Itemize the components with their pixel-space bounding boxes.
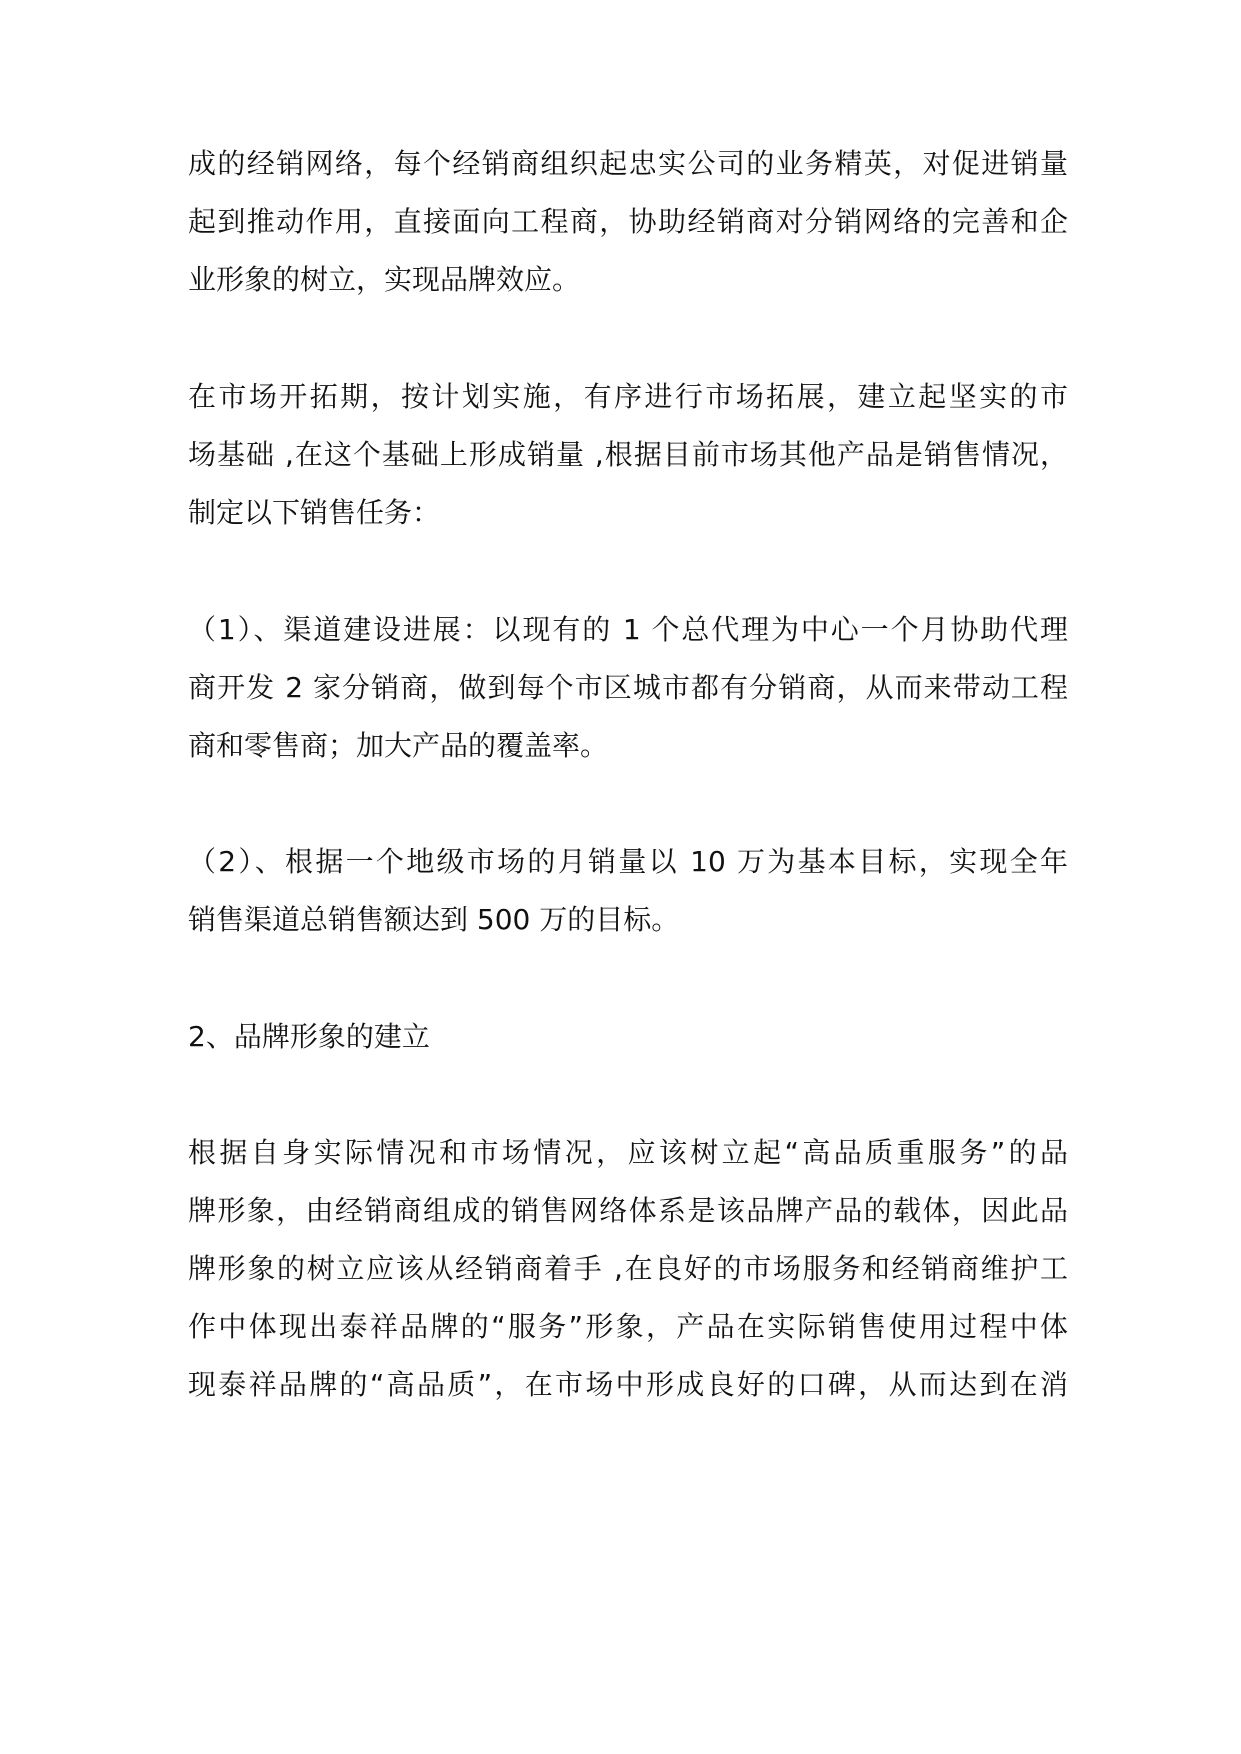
paragraph-6-line-2: 牌形象，由经销商组成的销售网络体系是该品牌产品的载体，因此品	[188, 1194, 1068, 1227]
paragraph-2-line-3: 制定以下销售任务：	[188, 496, 441, 529]
paragraph-3-line-1: （1）、渠道建设进展：以现有的 1 个总代理为中心一个月协助代理	[188, 613, 1068, 646]
paragraph-3-line-2: 商开发 2 家分销商，做到每个市区城市都有分销商，从而来带动工程	[188, 671, 1068, 704]
paragraph-4-line-2: 销售渠道总销售额达到 500 万的目标。	[188, 903, 680, 936]
paragraph-1-line-1: 成的经销网络，每个经销商组织起忠实公司的业务精英，对促进销量	[188, 147, 1068, 180]
paragraph-6-line-3: 牌形象的树立应该从经销商着手 ,在良好的市场服务和经销商维护工	[188, 1252, 1068, 1285]
paragraph-6-line-1: 根据自身实际情况和市场情况，应该树立起“高品质重服务”的品	[188, 1136, 1068, 1169]
paragraph-2-line-2: 场基础 ,在这个基础上形成销量 ,根据目前市场其他产品是销售情况，	[188, 438, 1068, 471]
section-heading: 2、品牌形象的建立	[188, 1020, 430, 1053]
paragraph-6-line-5: 现泰祥品牌的“高品质”，在市场中形成良好的口碑，从而达到在消	[188, 1368, 1068, 1401]
paragraph-1-line-3: 业形象的树立，实现品牌效应。	[188, 263, 581, 296]
paragraph-1-line-2: 起到推动作用，直接面向工程商，协助经销商对分销网络的完善和企	[188, 205, 1068, 238]
paragraph-6-line-4: 作中体现出泰祥品牌的“服务”形象，产品在实际销售使用过程中体	[188, 1310, 1068, 1343]
paragraph-4-line-1: （2）、根据一个地级市场的月销量以 10 万为基本目标，实现全年	[188, 845, 1068, 878]
paragraph-2-line-1: 在市场开拓期，按计划实施，有序进行市场拓展，建立起坚实的市	[188, 380, 1068, 413]
paragraph-3-line-3: 商和零售商；加大产品的覆盖率。	[188, 729, 609, 762]
